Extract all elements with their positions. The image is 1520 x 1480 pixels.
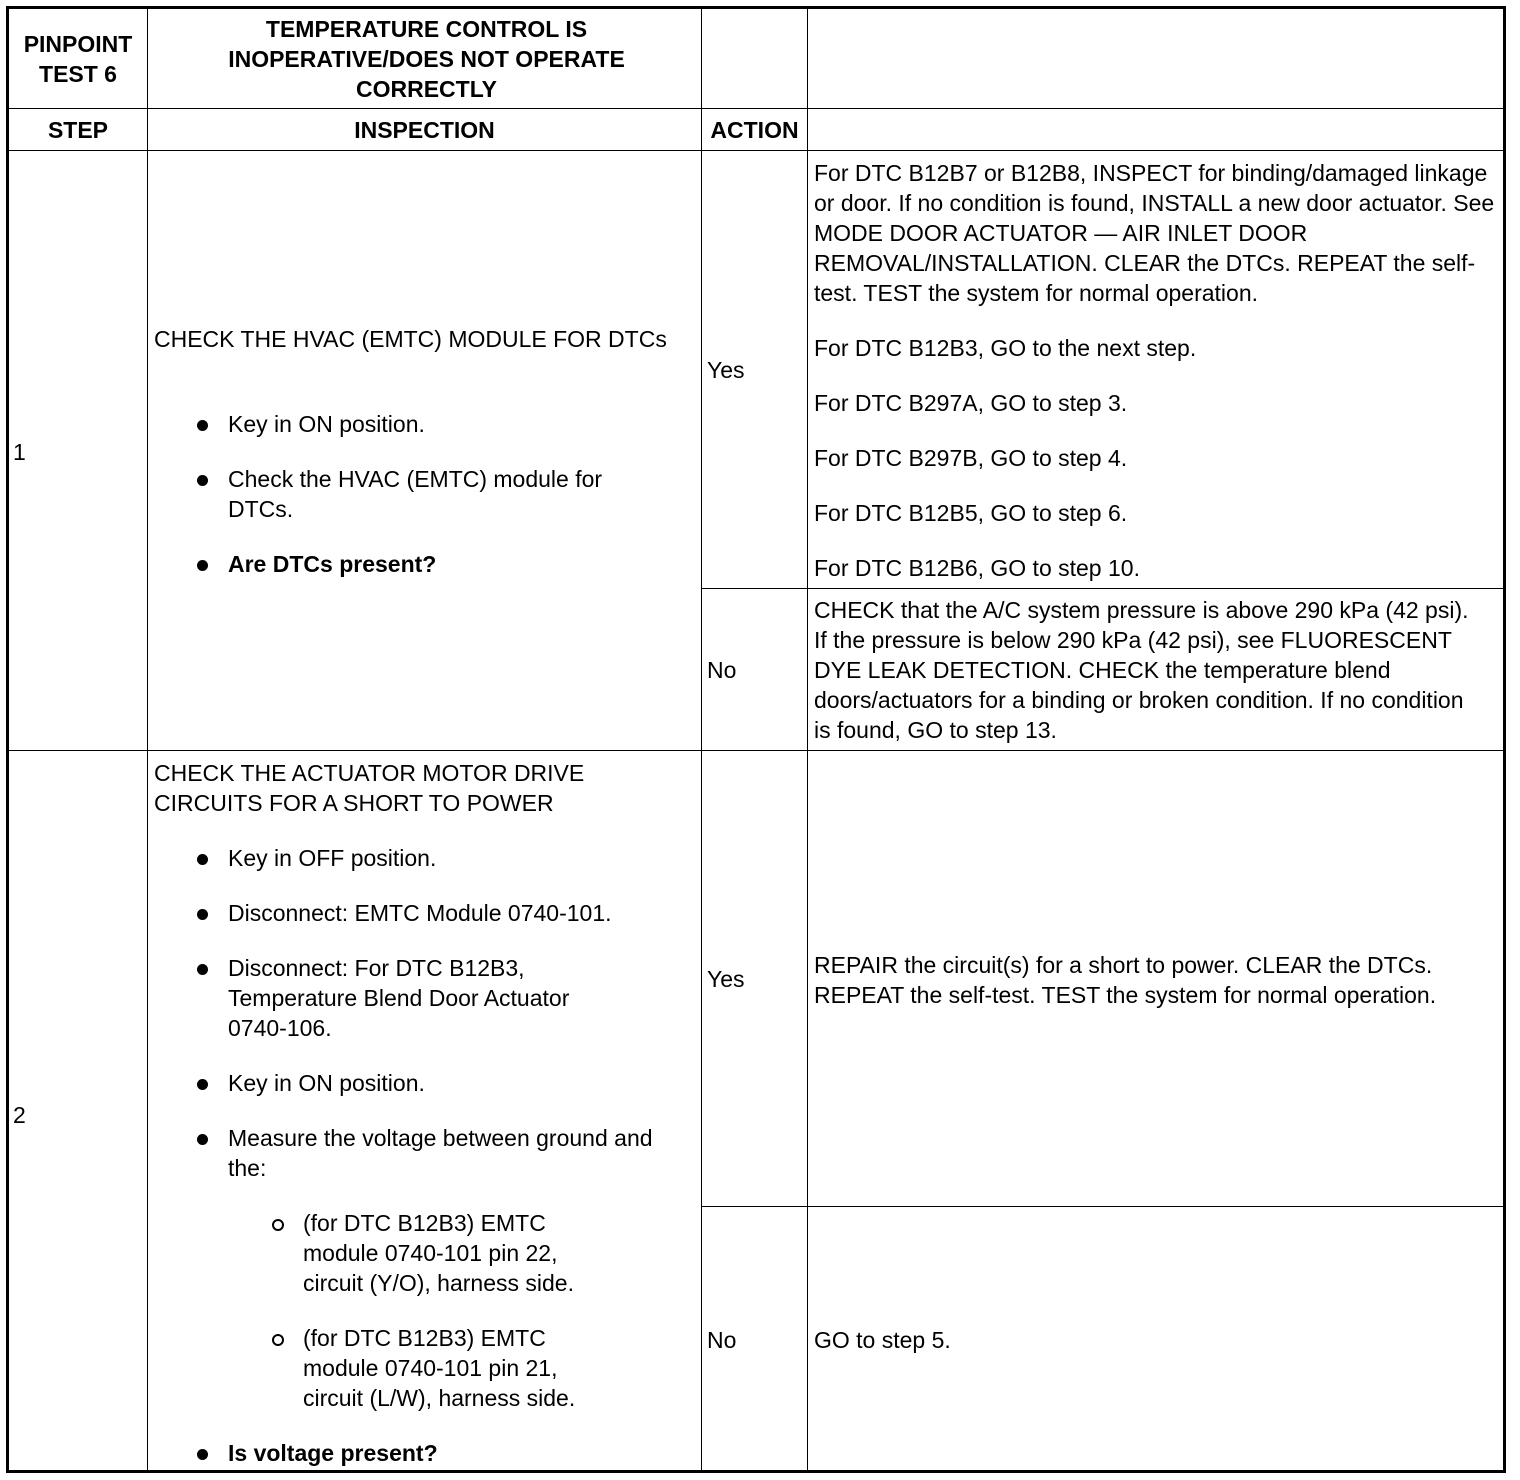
action-text: GO to step 5. bbox=[814, 1327, 951, 1353]
row-divider bbox=[701, 1206, 1503, 1207]
result-answer: No bbox=[707, 657, 737, 683]
row-divider bbox=[701, 588, 1503, 589]
bullet-icon bbox=[197, 909, 208, 920]
action-text: CHECK that the A/C system pressure is above 290 kPa (42 psi). If the pressure is below 290 kPa (42 psi), see FLUORESCENT DYE LEAK DETECTION. CHECK the temperature blend doors/actuators for a binding or broken condition. If no condition is found, GO to step 13. bbox=[814, 597, 1469, 743]
bullet-icon bbox=[197, 420, 208, 431]
bullet-icon bbox=[197, 1134, 208, 1145]
pinpoint-test-id: PINPOINT TEST 6 bbox=[23, 31, 133, 87]
step-number: 1 bbox=[13, 439, 26, 465]
result-answer: No bbox=[707, 1327, 737, 1353]
inspection-bullet: Key in ON position. bbox=[228, 1070, 425, 1096]
column-divider bbox=[807, 9, 808, 1470]
inspection-question: Is voltage present? bbox=[228, 1440, 438, 1466]
bullet-icon bbox=[197, 1449, 208, 1460]
action-text: For DTC B12B6, GO to step 10. bbox=[814, 555, 1140, 581]
result-answer: Yes bbox=[707, 966, 745, 992]
column-header-step: STEP bbox=[47, 117, 109, 143]
column-header-action: ACTION bbox=[710, 117, 799, 143]
inspection-bullet: Key in OFF position. bbox=[228, 845, 437, 871]
pinpoint-test-table bbox=[6, 6, 1506, 1473]
row-divider bbox=[9, 750, 1503, 751]
bullet-icon bbox=[197, 854, 208, 865]
action-text: For DTC B297A, GO to step 3. bbox=[814, 390, 1128, 416]
action-text: For DTC B12B7 or B12B8, INSPECT for binding/damaged linkage or door. If no condition is found, INSTALL a new door actuator. See MODE DOOR ACTUATOR — AIR INLET DOOR REMOVAL/INSTALLATION. CLEAR the DTCs. REPEAT the self-test. TEST the system for normal operation. bbox=[814, 160, 1495, 306]
sub-bullet-icon bbox=[272, 1219, 284, 1231]
inspection-bullet: Key in ON position. bbox=[228, 411, 425, 437]
inspection-bullet: Disconnect: EMTC Module 0740-101. bbox=[228, 900, 612, 926]
action-text: For DTC B297B, GO to step 4. bbox=[814, 445, 1128, 471]
action-text: For DTC B12B5, GO to step 6. bbox=[814, 500, 1128, 526]
bullet-icon bbox=[197, 475, 208, 486]
inspection-bullet: Check the HVAC (EMTC) module for DTCs. bbox=[228, 466, 603, 522]
inspection-sub-bullet: (for DTC B12B3) EMTC module 0740-101 pin 22, circuit (Y/O), harness side. bbox=[303, 1210, 574, 1296]
bullet-icon bbox=[197, 964, 208, 975]
bullet-icon bbox=[197, 560, 208, 571]
inspection-bullet: Disconnect: For DTC B12B3, Temperature Blend Door Actuator 0740-106. bbox=[228, 955, 570, 1041]
inspection-question: Are DTCs present? bbox=[228, 551, 437, 577]
bullet-icon bbox=[197, 1079, 208, 1090]
row-divider bbox=[9, 150, 1503, 151]
inspection-sub-bullet: (for DTC B12B3) EMTC module 0740-101 pin 21, circuit (L/W), harness side. bbox=[303, 1325, 576, 1411]
action-text: REPAIR the circuit(s) for a short to power. CLEAR the DTCs. REPEAT the self-test. TEST the system for normal operation. bbox=[814, 952, 1437, 1008]
column-header-inspection: INSPECTION bbox=[354, 117, 495, 143]
inspection-title: CHECK THE HVAC (EMTC) MODULE FOR DTCs bbox=[154, 326, 667, 352]
column-divider bbox=[147, 9, 148, 1470]
step-number: 2 bbox=[13, 1102, 26, 1128]
inspection-bullet: Measure the voltage between ground and the: bbox=[228, 1125, 653, 1181]
result-answer: Yes bbox=[707, 357, 745, 383]
sub-bullet-icon bbox=[272, 1334, 284, 1346]
row-divider bbox=[9, 108, 1503, 109]
column-divider bbox=[701, 9, 702, 1470]
action-text: For DTC B12B3, GO to the next step. bbox=[814, 335, 1197, 361]
page-title: TEMPERATURE CONTROL IS INOPERATIVE/DOES NOT OPERATE CORRECTLY bbox=[228, 16, 625, 102]
inspection-title: CHECK THE ACTUATOR MOTOR DRIVE CIRCUITS FOR A SHORT TO POWER bbox=[154, 760, 585, 816]
